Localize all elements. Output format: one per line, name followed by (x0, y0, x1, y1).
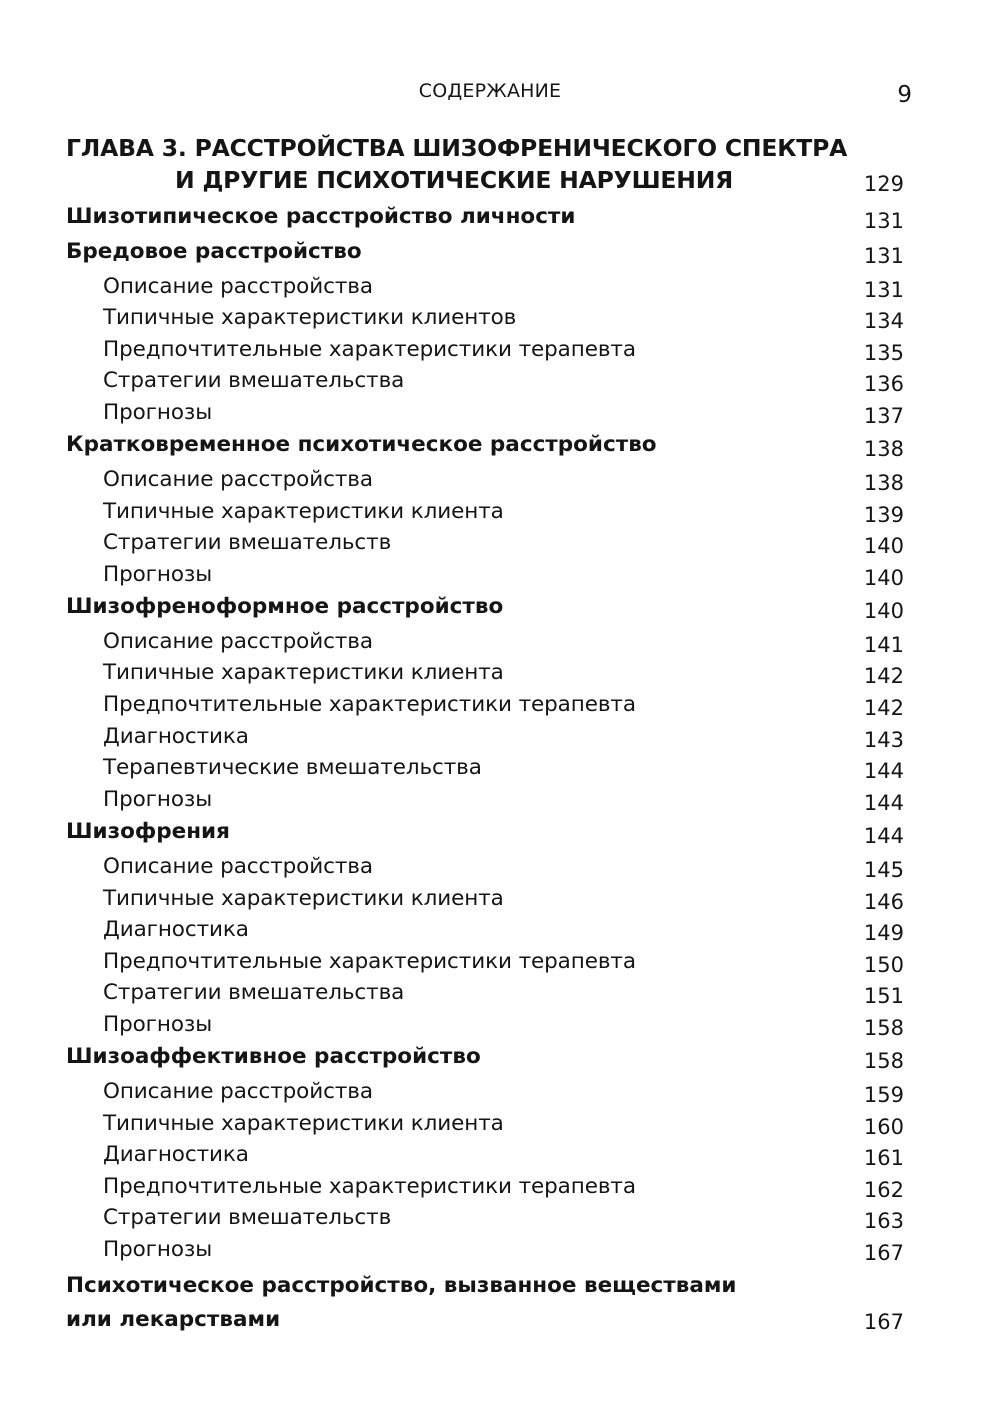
toc-subsection (0, 1170, 1000, 1202)
toc-entry-page: 150 (863, 952, 904, 977)
toc-subsection (0, 751, 1000, 783)
toc-entry-title: Стратегии вмешательств (103, 530, 392, 556)
toc-entry-page: 161 (863, 1146, 904, 1171)
toc-subsection (0, 913, 1000, 945)
toc-entry-title: Психотическое расстройство, вызванное веществами или лекарствами (66, 1272, 737, 1332)
toc-entry-page: 143 (863, 727, 904, 752)
toc-entry-title: Шизоаффективное расстройство (66, 1044, 481, 1070)
toc-entry-page: 136 (863, 372, 904, 397)
toc-entry-page: 142 (863, 696, 904, 721)
toc-entry-page: 158 (863, 1049, 904, 1074)
toc-subsection (0, 1075, 1000, 1107)
toc-entry-title: Предпочтительные характеристики терапевта (103, 1173, 636, 1199)
toc-entry-title: Типичные характеристики клиентов (103, 305, 517, 331)
toc-entry-title: Прогнозы (103, 399, 213, 425)
toc-entry-page: 131 (863, 277, 904, 302)
toc-subsection (0, 364, 1000, 396)
toc-entry-title: Описание расстройства (103, 1078, 373, 1104)
toc-entry-title: Шизофрения (66, 819, 230, 845)
toc-subsection (0, 396, 1000, 428)
toc-entry-title: Предпочтительные характеристики терапевта (103, 948, 636, 974)
toc-entry-page: 151 (863, 984, 904, 1009)
page-number: 9 (897, 82, 912, 108)
toc-subsection (0, 526, 1000, 558)
toc-section (0, 1265, 1000, 1341)
toc-entry-page: 144 (863, 824, 904, 849)
toc-subsection (0, 1138, 1000, 1170)
chapter-title-line-1: ГЛАВА 3. РАССТРОЙСТВА ШИЗОФРЕНИЧЕСКОГО СПЕКТРА (66, 134, 848, 162)
toc-entry-page: 140 (863, 565, 904, 590)
toc-entry-page: 144 (863, 790, 904, 815)
toc-entry-title: Стратегии вмешательства (103, 368, 405, 394)
toc-entry-page: 140 (863, 534, 904, 559)
toc-entry-title: Диагностика (103, 723, 249, 749)
toc-entry-page: 159 (863, 1082, 904, 1107)
toc-subsection (0, 1201, 1000, 1233)
toc-entry-title: Типичные характеристики клиента (103, 498, 504, 524)
toc-subsection (0, 976, 1000, 1008)
running-header (0, 76, 1000, 106)
toc-subsection (0, 301, 1000, 333)
toc-entry-title: Стратегии вмешательств (103, 1205, 392, 1231)
toc-entry-title: Типичные характеристики клиента (103, 1110, 504, 1136)
toc-subsection (0, 1107, 1000, 1139)
toc-entry-title: Прогнозы (103, 786, 213, 812)
toc-entry-title: Стратегии вмешательства (103, 980, 405, 1006)
toc-entry-page: 144 (863, 759, 904, 784)
toc-subsection (0, 850, 1000, 882)
toc-entry-title: Шизофреноформное расстройство (66, 594, 504, 620)
toc-section (0, 234, 1000, 270)
toc-entry-page: 167 (863, 1240, 904, 1265)
toc-section (0, 1039, 1000, 1075)
toc-entry-title: Описание расстройства (103, 466, 373, 492)
chapter-page-number: 129 (863, 172, 904, 196)
toc-subsection (0, 558, 1000, 590)
toc-subsection (0, 1008, 1000, 1040)
toc-entry-page: 131 (863, 244, 904, 268)
toc-entry-title: Бредовое расстройство (66, 239, 362, 264)
toc-entry-page: 158 (863, 1015, 904, 1040)
toc-entry-page: 139 (863, 502, 904, 527)
toc-subsection (0, 688, 1000, 720)
toc-entry-title: Описание расстройства (103, 853, 373, 879)
toc-entry-page: 167 (863, 1309, 904, 1334)
chapter-title-line-2: И ДРУГИЕ ПСИХОТИЧЕСКИЕ НАРУШЕНИЯ (175, 166, 734, 194)
toc-entry-title: Диагностика (103, 917, 249, 943)
toc-entry-page: 134 (863, 309, 904, 334)
running-header-title: СОДЕРЖАНИЕ (418, 80, 562, 102)
toc-entry-page: 135 (863, 340, 904, 365)
toc-entry-page: 163 (863, 1209, 904, 1234)
toc-subsection (0, 945, 1000, 977)
toc-entry-page: 162 (863, 1177, 904, 1202)
toc-entry-title: Прогнозы (103, 1011, 213, 1037)
toc-entry-title: Прогнозы (103, 561, 213, 587)
toc-entry-page: 138 (863, 437, 904, 462)
toc-subsection (0, 625, 1000, 657)
toc-entry-page: 141 (863, 632, 904, 657)
toc-subsection (0, 463, 1000, 495)
toc-entry-page: 140 (863, 599, 904, 624)
toc-entry-title: Терапевтические вмешательства (103, 755, 482, 781)
toc-list (0, 199, 1000, 1341)
toc-section (0, 427, 1000, 463)
toc-subsection (0, 270, 1000, 302)
toc-entry-page: 146 (863, 889, 904, 914)
toc-entry-title: Предпочтительные характеристики терапевта (103, 692, 636, 718)
toc-entry-page: 138 (863, 470, 904, 495)
toc-subsection (0, 333, 1000, 365)
toc-entry-title: Прогнозы (103, 1236, 213, 1262)
toc-entry-page: 137 (863, 403, 904, 428)
toc-subsection (0, 1233, 1000, 1265)
toc-subsection (0, 783, 1000, 815)
toc-entry-page: 149 (863, 921, 904, 946)
toc-entry-title: Типичные характеристики клиента (103, 885, 504, 911)
toc-entry-title: Описание расстройства (103, 628, 373, 654)
toc-entry-page: 131 (863, 209, 904, 233)
toc-entry-title: Шизотипическое расстройство личности (66, 204, 576, 229)
toc-subsection (0, 656, 1000, 688)
toc-entry-title: Типичные характеристики клиента (103, 660, 504, 686)
toc-entry-page: 160 (863, 1114, 904, 1139)
toc-subsection (0, 495, 1000, 527)
toc-entry-title: Кратковременное психотическое расстройство (66, 432, 657, 458)
toc-subsection (0, 882, 1000, 914)
toc-entry-title: Описание расстройства (103, 273, 373, 299)
toc-entry-page: 145 (863, 857, 904, 882)
toc-entry-page: 142 (863, 664, 904, 689)
toc-section (0, 199, 1000, 234)
toc-section (0, 589, 1000, 625)
toc-subsection (0, 720, 1000, 752)
toc-entry-title: Предпочтительные характеристики терапевта (103, 336, 636, 362)
toc-entry-title: Диагностика (103, 1142, 249, 1168)
toc-section (0, 814, 1000, 850)
chapter-heading (0, 131, 1000, 199)
